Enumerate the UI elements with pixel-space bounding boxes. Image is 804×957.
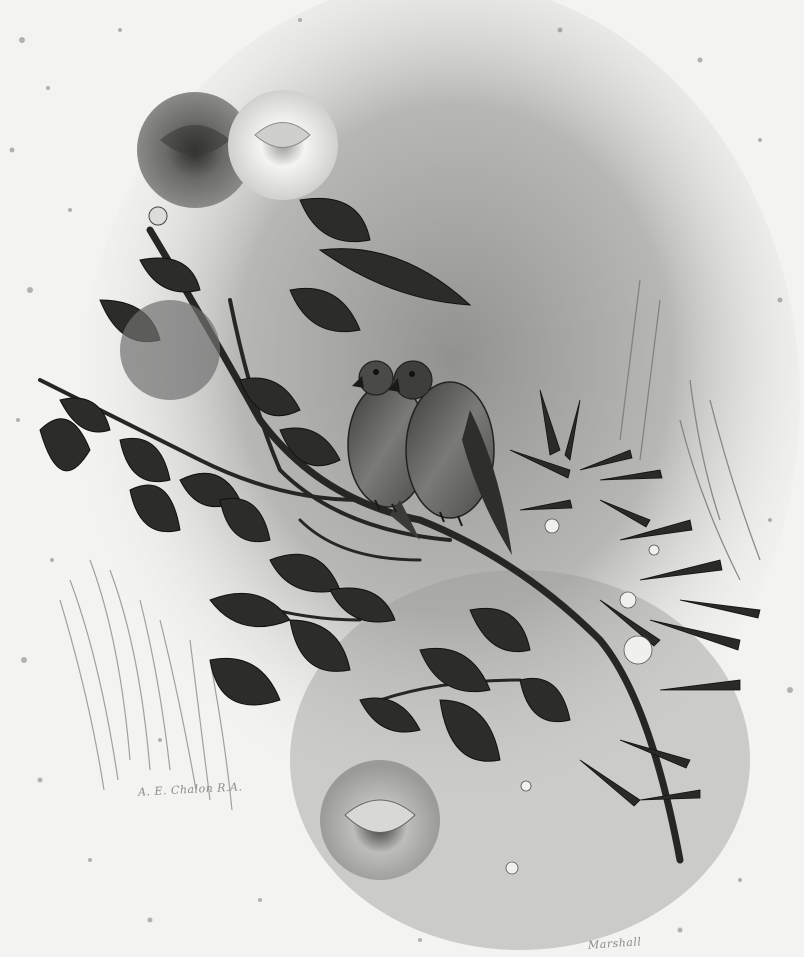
artist-signature: A. E. Chalon R.A. (137, 780, 243, 799)
rose-shadowed-middle (120, 300, 220, 400)
rose-light-top (228, 90, 338, 200)
engraver-signature: Marshall (587, 935, 642, 952)
rose-bud (149, 207, 167, 225)
rose-bottom (320, 760, 440, 880)
